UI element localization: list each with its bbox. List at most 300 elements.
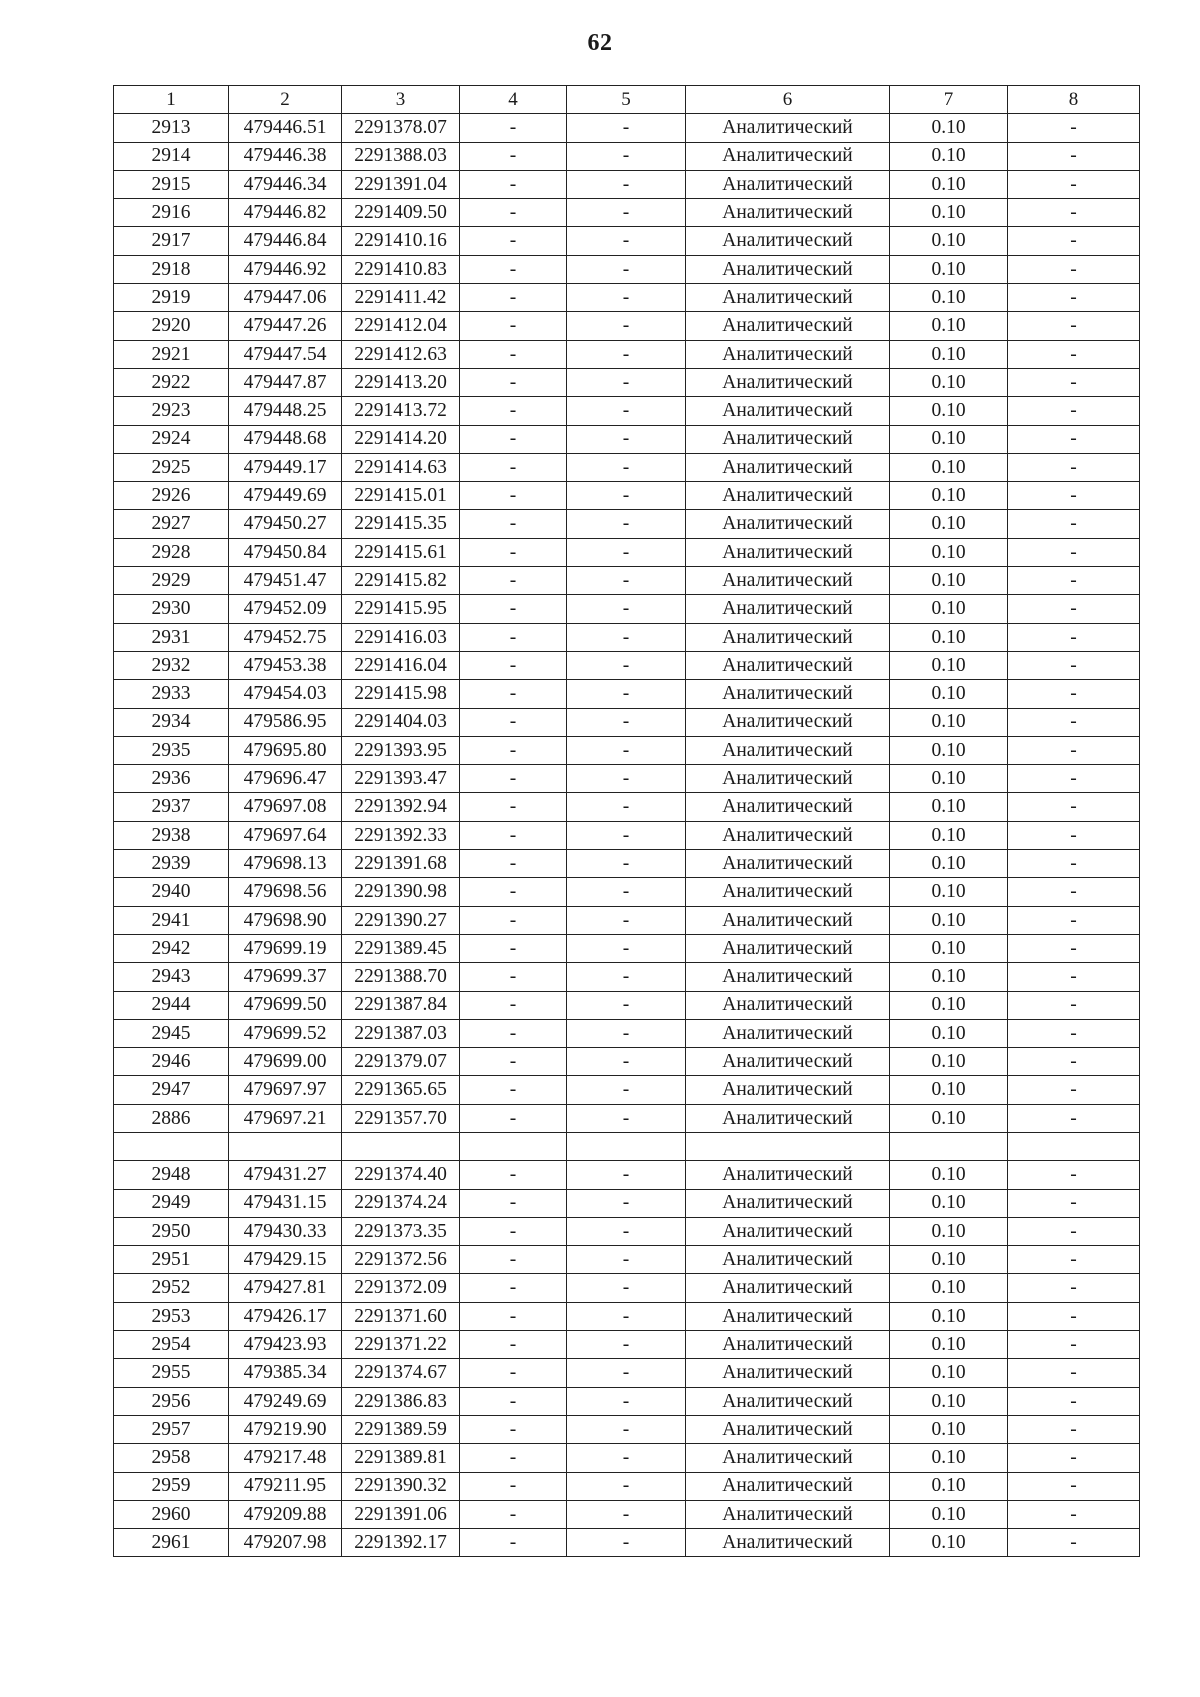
method-cell: Аналитический: [686, 623, 890, 651]
y-coordinate-cell: 2291409.50: [342, 199, 460, 227]
method-cell: Аналитический: [686, 1331, 890, 1359]
col8-cell: -: [1008, 453, 1140, 481]
table-body-group2: [114, 1161, 1140, 1557]
point-number-cell: 2937: [114, 793, 229, 821]
y-coordinate-cell: 2291365.65: [342, 1076, 460, 1104]
point-number-cell: 2924: [114, 425, 229, 453]
coordinates-table: [113, 85, 1140, 1557]
col5-cell: -: [567, 934, 686, 962]
col4-cell: -: [460, 453, 567, 481]
table-row: [114, 736, 1140, 764]
column-header: 3: [342, 86, 460, 114]
method-cell: Аналитический: [686, 538, 890, 566]
accuracy-cell: 0.10: [890, 482, 1008, 510]
accuracy-cell: 0.10: [890, 850, 1008, 878]
point-number-cell: 2942: [114, 934, 229, 962]
col5-cell: -: [567, 793, 686, 821]
x-coordinate-cell: 479452.09: [229, 595, 342, 623]
method-cell: Аналитический: [686, 397, 890, 425]
accuracy-cell: 0.10: [890, 255, 1008, 283]
x-coordinate-cell: 479454.03: [229, 680, 342, 708]
column-header: 7: [890, 86, 1008, 114]
point-number-cell: 2951: [114, 1246, 229, 1274]
col8-cell: -: [1008, 963, 1140, 991]
col5-cell: -: [567, 482, 686, 510]
method-cell: Аналитический: [686, 1189, 890, 1217]
accuracy-cell: 0.10: [890, 227, 1008, 255]
accuracy-cell: 0.10: [890, 538, 1008, 566]
col4-cell: -: [460, 114, 567, 142]
table-row: [114, 765, 1140, 793]
method-cell: Аналитический: [686, 934, 890, 962]
accuracy-cell: 0.10: [890, 963, 1008, 991]
x-coordinate-cell: 479446.51: [229, 114, 342, 142]
point-number-cell: 2941: [114, 906, 229, 934]
accuracy-cell: 0.10: [890, 1274, 1008, 1302]
y-coordinate-cell: 2291416.03: [342, 623, 460, 651]
accuracy-cell: 0.10: [890, 651, 1008, 679]
x-coordinate-cell: 479249.69: [229, 1387, 342, 1415]
accuracy-cell: 0.10: [890, 1217, 1008, 1245]
accuracy-cell: 0.10: [890, 1472, 1008, 1500]
point-number-cell: 2931: [114, 623, 229, 651]
col8-cell: -: [1008, 538, 1140, 566]
table-row: [114, 425, 1140, 453]
accuracy-cell: 0.10: [890, 821, 1008, 849]
point-number-cell: 2936: [114, 765, 229, 793]
x-coordinate-cell: 479446.82: [229, 199, 342, 227]
accuracy-cell: 0.10: [890, 736, 1008, 764]
col5-cell: -: [567, 708, 686, 736]
y-coordinate-cell: 2291389.45: [342, 934, 460, 962]
col5-cell: -: [567, 425, 686, 453]
point-number-cell: 2948: [114, 1161, 229, 1189]
method-cell: Аналитический: [686, 1387, 890, 1415]
accuracy-cell: 0.10: [890, 453, 1008, 481]
point-number-cell: 2938: [114, 821, 229, 849]
accuracy-cell: 0.10: [890, 793, 1008, 821]
point-number-cell: 2944: [114, 991, 229, 1019]
accuracy-cell: 0.10: [890, 114, 1008, 142]
col4-cell: -: [460, 991, 567, 1019]
col4-cell: -: [460, 567, 567, 595]
column-header: 1: [114, 86, 229, 114]
accuracy-cell: 0.10: [890, 1302, 1008, 1330]
x-coordinate-cell: 479697.64: [229, 821, 342, 849]
col5-cell: -: [567, 1500, 686, 1528]
table-row: [114, 991, 1140, 1019]
col4-cell: -: [460, 170, 567, 198]
y-coordinate-cell: 2291390.27: [342, 906, 460, 934]
col8-cell: -: [1008, 1472, 1140, 1500]
col5-cell: -: [567, 1415, 686, 1443]
x-coordinate-cell: 479429.15: [229, 1246, 342, 1274]
method-cell: Аналитический: [686, 425, 890, 453]
point-number-cell: 2932: [114, 651, 229, 679]
col8-cell: -: [1008, 1444, 1140, 1472]
method-cell: Аналитический: [686, 482, 890, 510]
col5-cell: -: [567, 1246, 686, 1274]
x-coordinate-cell: 479219.90: [229, 1415, 342, 1443]
col8-cell: -: [1008, 793, 1140, 821]
x-coordinate-cell: 479217.48: [229, 1444, 342, 1472]
y-coordinate-cell: 2291390.98: [342, 878, 460, 906]
x-coordinate-cell: 479209.88: [229, 1500, 342, 1528]
x-coordinate-cell: 479699.37: [229, 963, 342, 991]
col8-cell: -: [1008, 878, 1140, 906]
point-number-cell: 2957: [114, 1415, 229, 1443]
table-row: [114, 1387, 1140, 1415]
col8-cell: -: [1008, 368, 1140, 396]
col5-cell: -: [567, 199, 686, 227]
accuracy-cell: 0.10: [890, 284, 1008, 312]
method-cell: Аналитический: [686, 284, 890, 312]
y-coordinate-cell: 2291391.04: [342, 170, 460, 198]
table-body-group1: [114, 114, 1140, 1133]
col4-cell: -: [460, 680, 567, 708]
accuracy-cell: 0.10: [890, 1415, 1008, 1443]
y-coordinate-cell: 2291412.04: [342, 312, 460, 340]
col4-cell: -: [460, 1302, 567, 1330]
col8-cell: -: [1008, 482, 1140, 510]
col8-cell: -: [1008, 623, 1140, 651]
table-row: [114, 1500, 1140, 1528]
col5-cell: -: [567, 567, 686, 595]
col8-cell: -: [1008, 991, 1140, 1019]
col4-cell: -: [460, 1415, 567, 1443]
col8-cell: -: [1008, 312, 1140, 340]
method-cell: Аналитический: [686, 1359, 890, 1387]
col8-cell: -: [1008, 142, 1140, 170]
col5-cell: -: [567, 453, 686, 481]
col4-cell: -: [460, 368, 567, 396]
col8-cell: -: [1008, 1189, 1140, 1217]
col8-cell: -: [1008, 1076, 1140, 1104]
accuracy-cell: 0.10: [890, 170, 1008, 198]
method-cell: Аналитический: [686, 991, 890, 1019]
method-cell: Аналитический: [686, 199, 890, 227]
spacer-row: [114, 1132, 1140, 1160]
x-coordinate-cell: 479699.50: [229, 991, 342, 1019]
y-coordinate-cell: 2291415.95: [342, 595, 460, 623]
col8-cell: -: [1008, 651, 1140, 679]
table-row: [114, 821, 1140, 849]
col8-cell: -: [1008, 934, 1140, 962]
table-row: [114, 1274, 1140, 1302]
col4-cell: -: [460, 1472, 567, 1500]
y-coordinate-cell: 2291379.07: [342, 1048, 460, 1076]
col5-cell: -: [567, 1359, 686, 1387]
col5-cell: -: [567, 595, 686, 623]
point-number-cell: 2927: [114, 510, 229, 538]
col5-cell: -: [567, 736, 686, 764]
col4-cell: -: [460, 1217, 567, 1245]
y-coordinate-cell: 2291412.63: [342, 340, 460, 368]
col5-cell: -: [567, 821, 686, 849]
y-coordinate-cell: 2291391.06: [342, 1500, 460, 1528]
x-coordinate-cell: 479447.54: [229, 340, 342, 368]
table-row: [114, 170, 1140, 198]
table-row: [114, 114, 1140, 142]
y-coordinate-cell: 2291404.03: [342, 708, 460, 736]
x-coordinate-cell: 479448.68: [229, 425, 342, 453]
y-coordinate-cell: 2291415.82: [342, 567, 460, 595]
y-coordinate-cell: 2291388.70: [342, 963, 460, 991]
point-number-cell: 2916: [114, 199, 229, 227]
x-coordinate-cell: 479430.33: [229, 1217, 342, 1245]
col8-cell: -: [1008, 284, 1140, 312]
y-coordinate-cell: 2291393.95: [342, 736, 460, 764]
method-cell: Аналитический: [686, 1444, 890, 1472]
point-number-cell: 2919: [114, 284, 229, 312]
y-coordinate-cell: 2291415.35: [342, 510, 460, 538]
method-cell: Аналитический: [686, 651, 890, 679]
col8-cell: -: [1008, 227, 1140, 255]
method-cell: Аналитический: [686, 595, 890, 623]
x-coordinate-cell: 479211.95: [229, 1472, 342, 1500]
point-number-cell: 2915: [114, 170, 229, 198]
table-row: [114, 1104, 1140, 1132]
accuracy-cell: 0.10: [890, 199, 1008, 227]
method-cell: Аналитический: [686, 680, 890, 708]
col8-cell: -: [1008, 1246, 1140, 1274]
y-coordinate-cell: 2291410.16: [342, 227, 460, 255]
y-coordinate-cell: 2291393.47: [342, 765, 460, 793]
point-number-cell: 2945: [114, 1019, 229, 1047]
table-row: [114, 255, 1140, 283]
method-cell: Аналитический: [686, 906, 890, 934]
col8-cell: -: [1008, 765, 1140, 793]
col4-cell: -: [460, 1161, 567, 1189]
y-coordinate-cell: 2291378.07: [342, 114, 460, 142]
col8-cell: -: [1008, 821, 1140, 849]
col5-cell: -: [567, 1048, 686, 1076]
col4-cell: -: [460, 623, 567, 651]
x-coordinate-cell: 479699.00: [229, 1048, 342, 1076]
point-number-cell: 2886: [114, 1104, 229, 1132]
col5-cell: -: [567, 227, 686, 255]
table-row: [114, 1415, 1140, 1443]
col5-cell: -: [567, 538, 686, 566]
col4-cell: -: [460, 1359, 567, 1387]
col5-cell: -: [567, 142, 686, 170]
y-coordinate-cell: 2291392.33: [342, 821, 460, 849]
method-cell: Аналитический: [686, 1076, 890, 1104]
col5-cell: -: [567, 1274, 686, 1302]
accuracy-cell: 0.10: [890, 1246, 1008, 1274]
point-number-cell: 2946: [114, 1048, 229, 1076]
accuracy-cell: 0.10: [890, 1019, 1008, 1047]
col8-cell: -: [1008, 595, 1140, 623]
x-coordinate-cell: 479698.13: [229, 850, 342, 878]
x-coordinate-cell: 479453.38: [229, 651, 342, 679]
y-coordinate-cell: 2291413.72: [342, 397, 460, 425]
accuracy-cell: 0.10: [890, 1500, 1008, 1528]
col4-cell: -: [460, 793, 567, 821]
x-coordinate-cell: 479427.81: [229, 1274, 342, 1302]
col4-cell: -: [460, 1076, 567, 1104]
col5-cell: -: [567, 1529, 686, 1557]
col8-cell: -: [1008, 1387, 1140, 1415]
accuracy-cell: 0.10: [890, 1444, 1008, 1472]
y-coordinate-cell: 2291389.81: [342, 1444, 460, 1472]
table-row: [114, 708, 1140, 736]
y-coordinate-cell: 2291371.60: [342, 1302, 460, 1330]
table-row: [114, 510, 1140, 538]
table-row: [114, 1331, 1140, 1359]
point-number-cell: 2958: [114, 1444, 229, 1472]
y-coordinate-cell: 2291391.68: [342, 850, 460, 878]
col5-cell: -: [567, 623, 686, 651]
col8-cell: -: [1008, 708, 1140, 736]
method-cell: Аналитический: [686, 368, 890, 396]
method-cell: Аналитический: [686, 878, 890, 906]
col8-cell: -: [1008, 1048, 1140, 1076]
col4-cell: -: [460, 425, 567, 453]
col4-cell: -: [460, 142, 567, 170]
col5-cell: -: [567, 765, 686, 793]
col4-cell: -: [460, 227, 567, 255]
table-row: [114, 793, 1140, 821]
col4-cell: -: [460, 284, 567, 312]
col4-cell: -: [460, 934, 567, 962]
x-coordinate-cell: 479207.98: [229, 1529, 342, 1557]
x-coordinate-cell: 479586.95: [229, 708, 342, 736]
col4-cell: -: [460, 821, 567, 849]
accuracy-cell: 0.10: [890, 1161, 1008, 1189]
y-coordinate-cell: 2291388.03: [342, 142, 460, 170]
table-row: [114, 482, 1140, 510]
col8-cell: -: [1008, 906, 1140, 934]
accuracy-cell: 0.10: [890, 142, 1008, 170]
table-row: [114, 1019, 1140, 1047]
x-coordinate-cell: 479448.25: [229, 397, 342, 425]
col4-cell: -: [460, 1500, 567, 1528]
table-row: [114, 1076, 1140, 1104]
col4-cell: -: [460, 538, 567, 566]
x-coordinate-cell: 479447.87: [229, 368, 342, 396]
method-cell: Аналитический: [686, 227, 890, 255]
y-coordinate-cell: 2291415.01: [342, 482, 460, 510]
point-number-cell: 2934: [114, 708, 229, 736]
col8-cell: -: [1008, 1529, 1140, 1557]
x-coordinate-cell: 479446.92: [229, 255, 342, 283]
col5-cell: -: [567, 1217, 686, 1245]
col8-cell: -: [1008, 1302, 1140, 1330]
col4-cell: -: [460, 765, 567, 793]
col8-cell: -: [1008, 1104, 1140, 1132]
accuracy-cell: 0.10: [890, 1104, 1008, 1132]
y-coordinate-cell: 2291374.24: [342, 1189, 460, 1217]
point-number-cell: 2933: [114, 680, 229, 708]
accuracy-cell: 0.10: [890, 991, 1008, 1019]
col8-cell: -: [1008, 1359, 1140, 1387]
col8-cell: -: [1008, 850, 1140, 878]
x-coordinate-cell: 479698.56: [229, 878, 342, 906]
method-cell: Аналитический: [686, 340, 890, 368]
col8-cell: -: [1008, 736, 1140, 764]
col4-cell: -: [460, 1104, 567, 1132]
point-number-cell: 2926: [114, 482, 229, 510]
col8-cell: -: [1008, 397, 1140, 425]
col8-cell: -: [1008, 1415, 1140, 1443]
col4-cell: -: [460, 850, 567, 878]
col5-cell: -: [567, 1472, 686, 1500]
col4-cell: -: [460, 595, 567, 623]
col8-cell: -: [1008, 114, 1140, 142]
method-cell: Аналитический: [686, 1217, 890, 1245]
col4-cell: -: [460, 1444, 567, 1472]
col5-cell: -: [567, 1387, 686, 1415]
header-row: [114, 86, 1140, 114]
point-number-cell: 2917: [114, 227, 229, 255]
method-cell: Аналитический: [686, 1274, 890, 1302]
point-number-cell: 2949: [114, 1189, 229, 1217]
y-coordinate-cell: 2291411.42: [342, 284, 460, 312]
table-row: [114, 368, 1140, 396]
method-cell: Аналитический: [686, 1161, 890, 1189]
point-number-cell: 2953: [114, 1302, 229, 1330]
col5-cell: -: [567, 1076, 686, 1104]
accuracy-cell: 0.10: [890, 397, 1008, 425]
table-row: [114, 1302, 1140, 1330]
point-number-cell: 2950: [114, 1217, 229, 1245]
table-row: [114, 567, 1140, 595]
y-coordinate-cell: 2291415.61: [342, 538, 460, 566]
method-cell: Аналитический: [686, 821, 890, 849]
y-coordinate-cell: 2291415.98: [342, 680, 460, 708]
x-coordinate-cell: 479446.38: [229, 142, 342, 170]
method-cell: Аналитический: [686, 170, 890, 198]
table-row: [114, 227, 1140, 255]
table-row: [114, 199, 1140, 227]
method-cell: Аналитический: [686, 312, 890, 340]
accuracy-cell: 0.10: [890, 425, 1008, 453]
x-coordinate-cell: 479423.93: [229, 1331, 342, 1359]
table-row: [114, 1189, 1140, 1217]
col8-cell: -: [1008, 1161, 1140, 1189]
method-cell: Аналитический: [686, 1104, 890, 1132]
col4-cell: -: [460, 199, 567, 227]
table-row: [114, 595, 1140, 623]
point-number-cell: 2939: [114, 850, 229, 878]
col8-cell: -: [1008, 1019, 1140, 1047]
x-coordinate-cell: 479426.17: [229, 1302, 342, 1330]
y-coordinate-cell: 2291387.84: [342, 991, 460, 1019]
method-cell: Аналитический: [686, 793, 890, 821]
col4-cell: -: [460, 651, 567, 679]
method-cell: Аналитический: [686, 567, 890, 595]
col5-cell: -: [567, 1189, 686, 1217]
x-coordinate-cell: 479447.06: [229, 284, 342, 312]
table-row: [114, 397, 1140, 425]
col4-cell: -: [460, 963, 567, 991]
y-coordinate-cell: 2291392.17: [342, 1529, 460, 1557]
col4-cell: -: [460, 736, 567, 764]
x-coordinate-cell: 479698.90: [229, 906, 342, 934]
table-row: [114, 878, 1140, 906]
col5-cell: -: [567, 878, 686, 906]
table-row: [114, 340, 1140, 368]
y-coordinate-cell: 2291390.32: [342, 1472, 460, 1500]
point-number-cell: 2918: [114, 255, 229, 283]
x-coordinate-cell: 479446.34: [229, 170, 342, 198]
table-spacer: [114, 1132, 1140, 1160]
table-row: [114, 312, 1140, 340]
x-coordinate-cell: 479449.17: [229, 453, 342, 481]
col4-cell: -: [460, 510, 567, 538]
col4-cell: -: [460, 708, 567, 736]
